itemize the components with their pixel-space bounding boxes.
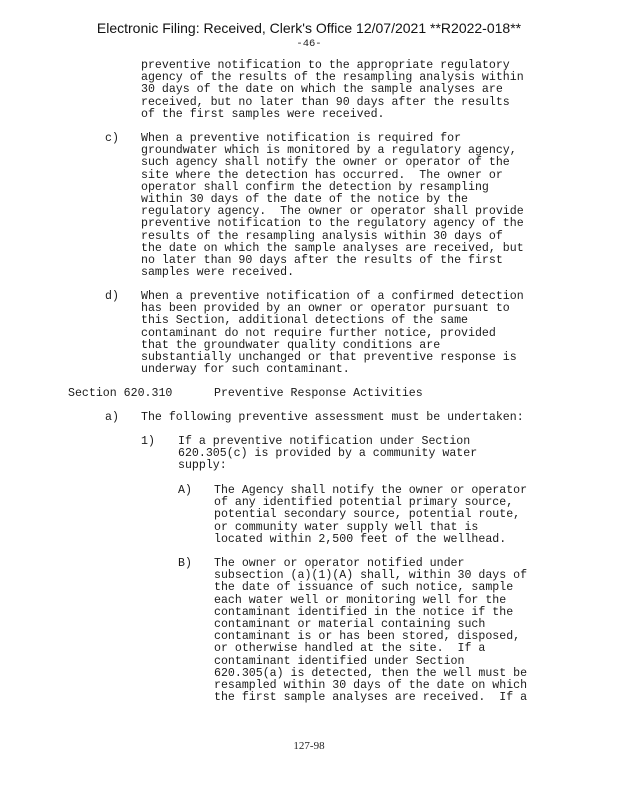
item-1-label: 1) — [141, 435, 155, 448]
paragraph-a: The following preventive assessment must be undertaken: — [141, 411, 524, 424]
paragraph-d: When a preventive notification of a confirmed detection has been provided by an owner or operator pursuant to this Section, additional detections of the same contaminant do not require further notice, provided that the groundwater quality conditions are substantially unchanged or that preventive response is underway for such contaminant. — [141, 290, 524, 377]
filing-stamp: Electronic Filing: Received, Clerk's Office 12/07/2021 **R2022-018** — [96, 20, 522, 36]
item-A-label: A) — [178, 484, 192, 497]
item-1: If a preventive notification under Section 620.305(c) is provided by a community water supply: — [178, 435, 478, 473]
item-A: The Agency shall notify the owner or operator of any identified potential primary source, potential secondary source, potential route, or community water supply well that is located within 2,500 feet of the wellhead. — [214, 484, 528, 546]
page-number: -46- — [296, 38, 322, 50]
paragraph-a-label: a) — [105, 411, 119, 424]
page-reference: 127-98 — [293, 740, 325, 752]
paragraph-c-label: c) — [105, 132, 119, 145]
paragraph-b-continued: preventive notification to the appropriate regulatory agency of the results of the resampling analysis within 30 days of the date on which the sample analyses are received, but no later than 90 days after the results of the first samples were received. — [141, 59, 524, 121]
item-B: The owner or operator notified under subsection (a)(1)(A) shall, within 30 days of the date of issuance of such notice, sample each water well or monitoring well for the contaminant identified in the notice if the contaminant or material containing such contaminant is or has been stored, disposed, or otherwise handled at the site. If a contaminant identified under Section 620.305(a) is detected, then the well must be resampled within 30 days of the date on which the first sample analyses are received. If a — [214, 557, 528, 705]
section-title: Preventive Response Activities — [214, 387, 423, 400]
item-B-label: B) — [178, 557, 192, 570]
paragraph-c: When a preventive notification is required for groundwater which is monitored by a regulatory agency, such agency shall notify the owner or operator of the site where the detection has occurred. The owner or operator shall confirm the detection by resampling within 30 days of the date of the notice by the regulatory agency. The owner or operator shall provide preventive notification to the regulatory agency of the results of the resampling analysis within 30 days of the date on which the sample analyses are received, but no later than 90 days after the results of the first samples were received. — [141, 132, 524, 280]
section-number: Section 620.310 — [68, 387, 173, 400]
paragraph-d-label: d) — [105, 290, 119, 303]
